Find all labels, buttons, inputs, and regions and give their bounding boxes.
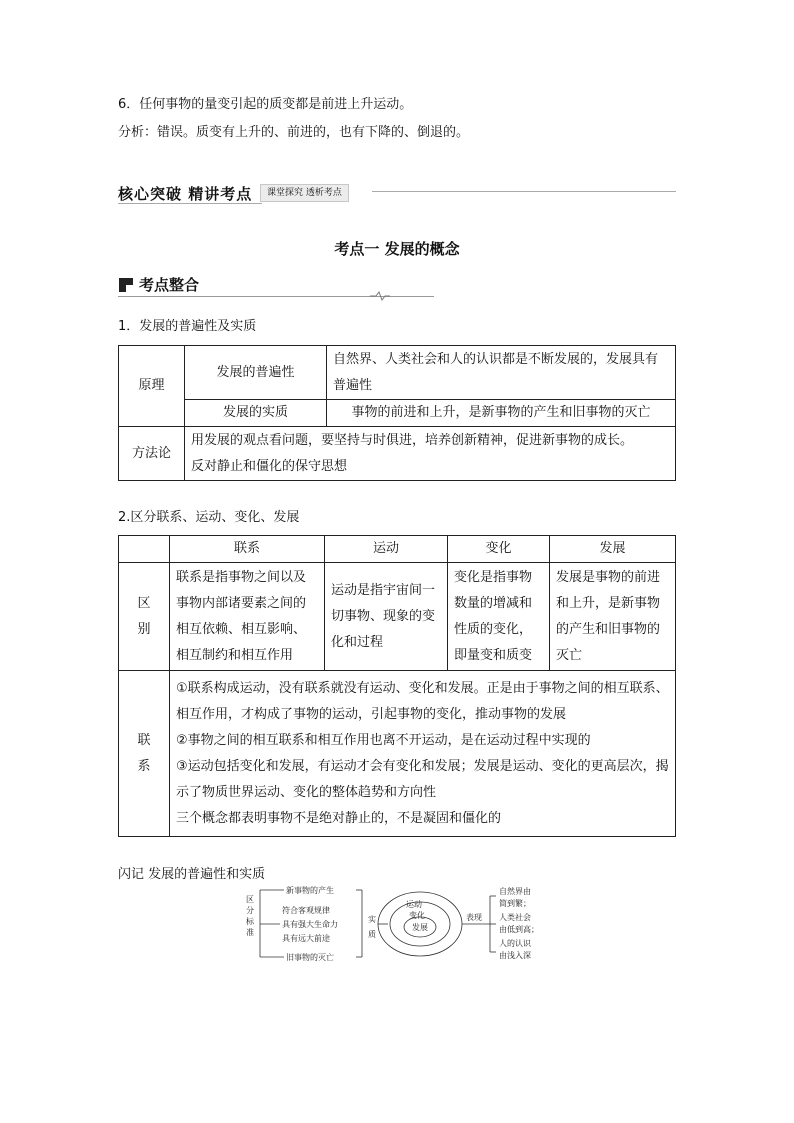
flash-note-diagram xyxy=(244,882,554,972)
connection-point1: ①联系构成运动，没有联系就没有运动、变化和发展。正是由于事物之间的相互联系、相互作用，才构成了事物的运动，引起事物的变化，推动事物的发展 xyxy=(176,680,669,722)
cell-methodology: 方法论 xyxy=(119,427,185,481)
connection-summary: 三个概念都表明事物不是绝对静止的，不是凝固和僵化的 xyxy=(176,810,502,826)
cell-methodology-text xyxy=(185,427,676,481)
cell-universality: 发展的普遍性 xyxy=(185,346,327,400)
diagram-change: 变化 xyxy=(409,911,425,920)
diagram-right-4: 由低到高； xyxy=(499,925,539,934)
cell-fazhan-def: 发展是事物的前进和上升，是新事物的产生和旧事物的灭亡 xyxy=(550,563,676,671)
diagram-right-5: 人的认识 xyxy=(499,939,531,948)
table-development xyxy=(118,345,676,481)
table-compare xyxy=(118,535,676,837)
connection-point2: ②事物之间的相互联系和相互作用也离不开运动，是在运动过程中实现的 xyxy=(176,732,591,748)
cell-principle: 原理 xyxy=(119,346,185,427)
diagram-new-things: 新事物的产生 xyxy=(286,886,334,895)
section-heading: 考点整合 xyxy=(139,276,200,294)
row-label-connection: 联 系 xyxy=(119,671,170,837)
diagram-label-criteria xyxy=(246,895,255,937)
header-yundong: 运动 xyxy=(325,536,448,563)
banner-divider xyxy=(372,191,676,192)
section1-heading: 1．发展的普遍性及实质 xyxy=(118,319,257,334)
header-lianxi: 联系 xyxy=(170,536,325,563)
diagram-criteria-char: 区 xyxy=(246,895,254,904)
cell-lianxi-def: 联系是指事物之间以及事物内部诸要素之间的相互依赖、相互影响、相互制约和相互作用 xyxy=(170,563,325,671)
row-label-difference: 区 别 xyxy=(119,563,170,671)
page-title: 考点一 发展的概念 xyxy=(334,240,460,258)
diagram-manifestation: 表现 xyxy=(466,913,482,922)
section-square-icon xyxy=(119,278,133,292)
diagram-criteria-char: 分 xyxy=(246,906,254,915)
diagram-right-2: 简到繁； xyxy=(499,899,531,908)
connection-point3: ③运动包括变化和发展，有运动才会有变化和发展；发展是运动、变化的更高层次，揭示了物质世界运动、变化的整体趋势和方向性 xyxy=(176,758,669,800)
diagram-mid1: 符合客观规律 xyxy=(282,906,330,915)
cell-yundong-def: 运动是指宇宙间一切事物、现象的变化和过程 xyxy=(325,563,448,671)
zigzag-mark xyxy=(370,290,390,302)
flash-note-title: 闪记 发展的普遍性和实质 xyxy=(118,867,266,882)
diagram-criteria-char: 标 xyxy=(246,917,254,926)
diagram-essence-1: 实 xyxy=(368,915,376,924)
diagram-development: 发展 xyxy=(412,923,428,932)
item-6-question: 6．任何事物的量变引起的质变都是前进上升运动。 xyxy=(118,97,413,112)
item-6-analysis: 分析：错误。质变有上升的、前进的，也有下降的、倒退的。 xyxy=(118,125,470,140)
cell-essence-text: 事物的前进和上升，是新事物的产生和旧事物的灭亡 xyxy=(327,400,676,427)
diagram-right-6: 由浅入深 xyxy=(499,951,531,960)
header-fazhan: 发展 xyxy=(550,536,676,563)
section-banner-subtitle: 课堂探究 透析考点 xyxy=(260,184,349,202)
header-bianhua: 变化 xyxy=(448,536,550,563)
diagram-mid3: 具有远大前途 xyxy=(282,934,330,943)
diagram-old-things: 旧事物的灭亡 xyxy=(286,953,334,962)
banner-underline xyxy=(118,203,262,204)
cell-bianhua-def: 变化是指事物数量的增减和性质的变化，即量变和质变 xyxy=(448,563,550,671)
diagram-criteria-char: 准 xyxy=(246,928,254,937)
diagram-motion: 运动 xyxy=(406,900,422,909)
section-banner-title: 核心突破 精讲考点 xyxy=(118,185,253,203)
cell-essence: 发展的实质 xyxy=(185,400,327,427)
diagram-mid2: 具有强大生命力 xyxy=(282,920,338,929)
cell-connection-text xyxy=(170,671,676,837)
cell-universality-text: 自然界、人类社会和人的认识都是不断发展的，发展具有普遍性 xyxy=(327,346,676,400)
diagram-right-3: 人类社会 xyxy=(499,913,531,922)
diagram-essence-2: 质 xyxy=(368,930,376,939)
section2-heading: 2.区分联系、运动、变化、发展 xyxy=(118,510,300,525)
diagram-right-1: 自然界由 xyxy=(499,887,531,896)
header-empty xyxy=(119,536,170,563)
methodology-line1: 用发展的观点看问题，要坚持与时俱进，培养创新精神，促进新事物的成长。 xyxy=(191,432,634,448)
methodology-line2: 反对静止和僵化的保守思想 xyxy=(191,458,348,474)
